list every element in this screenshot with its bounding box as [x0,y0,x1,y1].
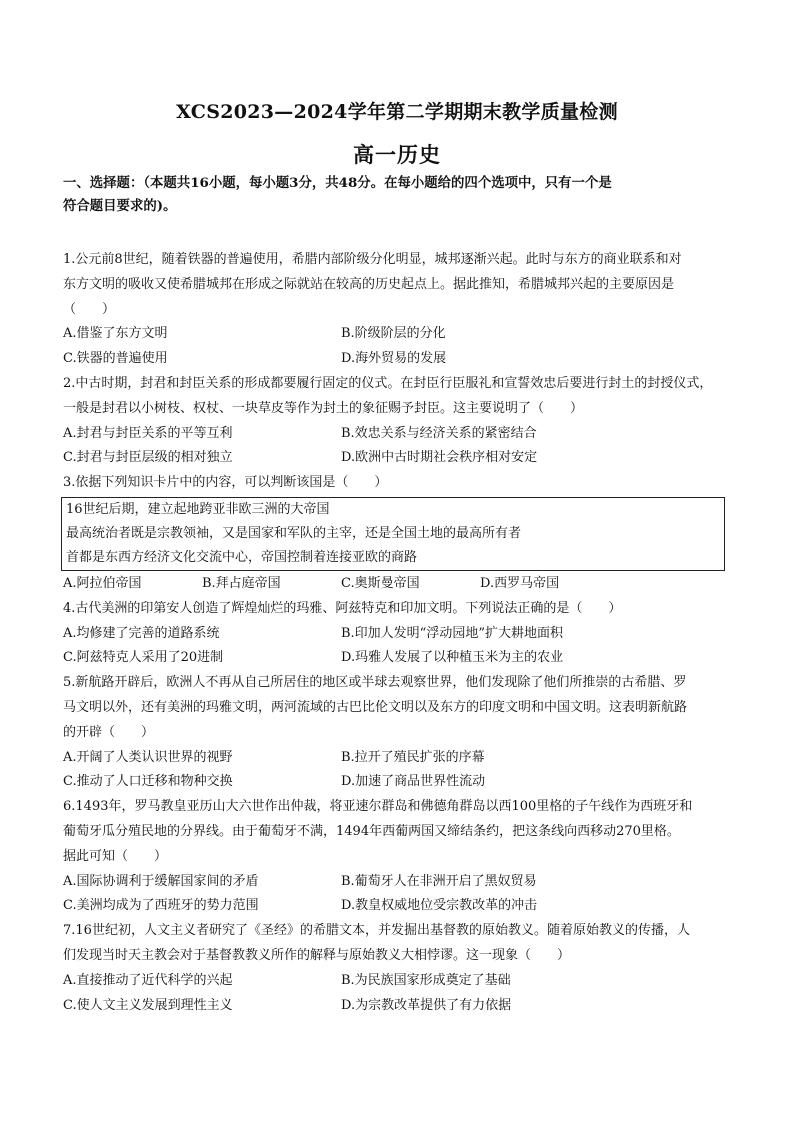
knowledge-card [61,497,725,571]
option-c: C.铁器的普遍使用 [63,351,168,367]
option-b: B.效忠关系与经济关系的紧密结合 [341,425,537,441]
question-stem-line: 7.16世纪初，人文主义者研究了《圣经》的希腊文本，并发掘出基督教的原始教义。随着原始教义的传播，人 [63,923,690,939]
option-d: D.海外贸易的发展 [341,351,447,367]
question-stem-line: 东方文明的吸收又使希腊城邦在形成之际就站在较高的历史起点上。据此推知，希腊城邦兴起的主要原因是 [63,276,675,292]
card-line: 最高统治者既是宗教领袖，又是国家和军队的主宰，还是全国土地的最高所有者 [66,525,522,541]
question-stem-line: 2.中古时期，封君和封臣关系的形成都要履行固定的仪式。在封臣行臣服礼和宣誓效忠后要进行封土的封授仪式， [63,375,713,391]
option-d: D.玛雅人发展了以种植玉米为主的农业 [341,650,564,666]
option-d: D.西罗马帝国 [480,575,560,591]
option-group [63,622,743,672]
option-d: D.为宗教改革提供了有力依据 [341,997,512,1013]
option-d: D.加速了商品世界性流动 [341,774,486,790]
option-c: C.封君与封臣层级的相对独立 [63,450,233,466]
question-stem-line: 5.新航路开辟后，欧洲人不再从自己所居住的地区或半球去观察世界，他们发现除了他们所推崇的古希腊、罗 [63,675,687,691]
option-a: A.直接推动了近代科学的兴起 [63,972,233,988]
question-stem-line: 据此可知（ ） [63,848,168,864]
option-a: A.均修建了完善的道路系统 [63,625,220,641]
question-stem-line: 葡萄牙瓜分殖民地的分界线。由于葡萄牙不满，1494年西葡两国又缔结条约，把这条线向西移动270里格。 [63,823,680,839]
question-stem-line: 的开辟（ ） [63,724,155,740]
option-group [63,572,743,597]
question-stem-line: 3.依据下列知识卡片中的内容，可以判断该国是（ ） [63,475,388,491]
section-heading-line: 符合题目要求的)。 [63,198,177,214]
question-6 [63,795,743,919]
option-b: B.为民族国家形成奠定了基础 [341,972,511,988]
section-heading [63,172,743,218]
option-c: C.推动了人口迁移和物种交换 [63,774,233,790]
question-1 [63,248,743,372]
exam-subject: 高一历史 [353,142,441,167]
option-c: C.美洲均成为了西班牙的势力范围 [63,898,259,914]
question-stem-line: 6.1493年，罗马教皇亚历山大六世作出仲裁，将亚速尔群岛和佛德角群岛以西100里格的子午线作为西班牙和 [63,799,693,815]
option-d: D.教皇权威地位受宗教改革的冲击 [341,898,538,914]
option-b: B.葡萄牙人在非洲开启了黑奴贸易 [341,873,537,889]
option-d: D.欧洲中古时期社会秩序相对安定 [341,450,538,466]
option-b: B.拜占庭帝国 [202,575,281,591]
option-a: A.国际协调利于缓解国家间的矛盾 [63,873,259,889]
section-heading-line: 一、选择题：（本题共16小题，每小题3分，共48分。在每小题给的四个选项中，只有一个是 [63,175,612,191]
question-2 [63,372,743,471]
question-7 [63,919,743,1018]
card-line: 16世纪后期，建立起地跨亚非欧三洲的大帝国 [66,501,330,517]
question-stem-line: 们发现当时天主教会对于基督教教义所作的解释与原始教义大相悖谬。这一现象（ ） [63,947,571,963]
question-stem-line: （ ） [63,301,116,317]
option-a: A.阿拉伯帝国 [63,575,142,591]
option-b: B.阶级阶层的分化 [341,326,446,342]
question-stem-line: 1.公元前8世纪，随着铁器的普遍使用，希腊内部阶级分化明显，城邦逐渐兴起。此时与东方的商业联系和对 [63,252,682,267]
exam-title: XCS2023—2024学年第二学期期末教学质量检测 [176,101,618,123]
option-group [63,422,743,472]
option-a: A.封君与封臣关系的平等互利 [63,425,233,441]
option-a: A.借鉴了东方文明 [63,326,168,342]
option-group [63,746,743,796]
option-a: A.开阔了人类认识世界的视野 [63,749,233,765]
question-stem-line: 4.古代美洲的印第安人创造了辉煌灿烂的玛雅、阿兹特克和印加文明。下列说法正确的是（ ） [63,600,622,616]
option-b: B.印加人发明“浮动园地”扩大耕地面积 [341,625,563,641]
option-group [63,322,743,372]
option-c: C.奥斯曼帝国 [341,575,420,591]
option-b: B.拉开了殖民扩张的序幕 [341,749,485,765]
option-group [63,870,743,920]
option-c: C.使人文主义发展到理性主义 [63,997,233,1013]
option-group [63,969,743,1019]
card-line: 首都是东西方经济文化交流中心，帝国控制着连接亚欧的商路 [66,549,418,565]
question-5 [63,671,743,795]
option-c: C.阿兹特克人采用了20进制 [63,650,224,666]
question-3 [63,471,743,597]
question-stem-line: 马文明以外，还有美洲的玛雅文明，两河流域的古巴比伦文明以及东方的印度文明和中国文明。这表明新航路 [63,699,688,715]
question-4 [63,597,743,671]
question-stem-line: 一般是封君以小树枝、权杖、一块草皮等作为封土的象征赐予封臣。这主要说明了（ ） [63,400,584,416]
question-list [63,248,743,1018]
